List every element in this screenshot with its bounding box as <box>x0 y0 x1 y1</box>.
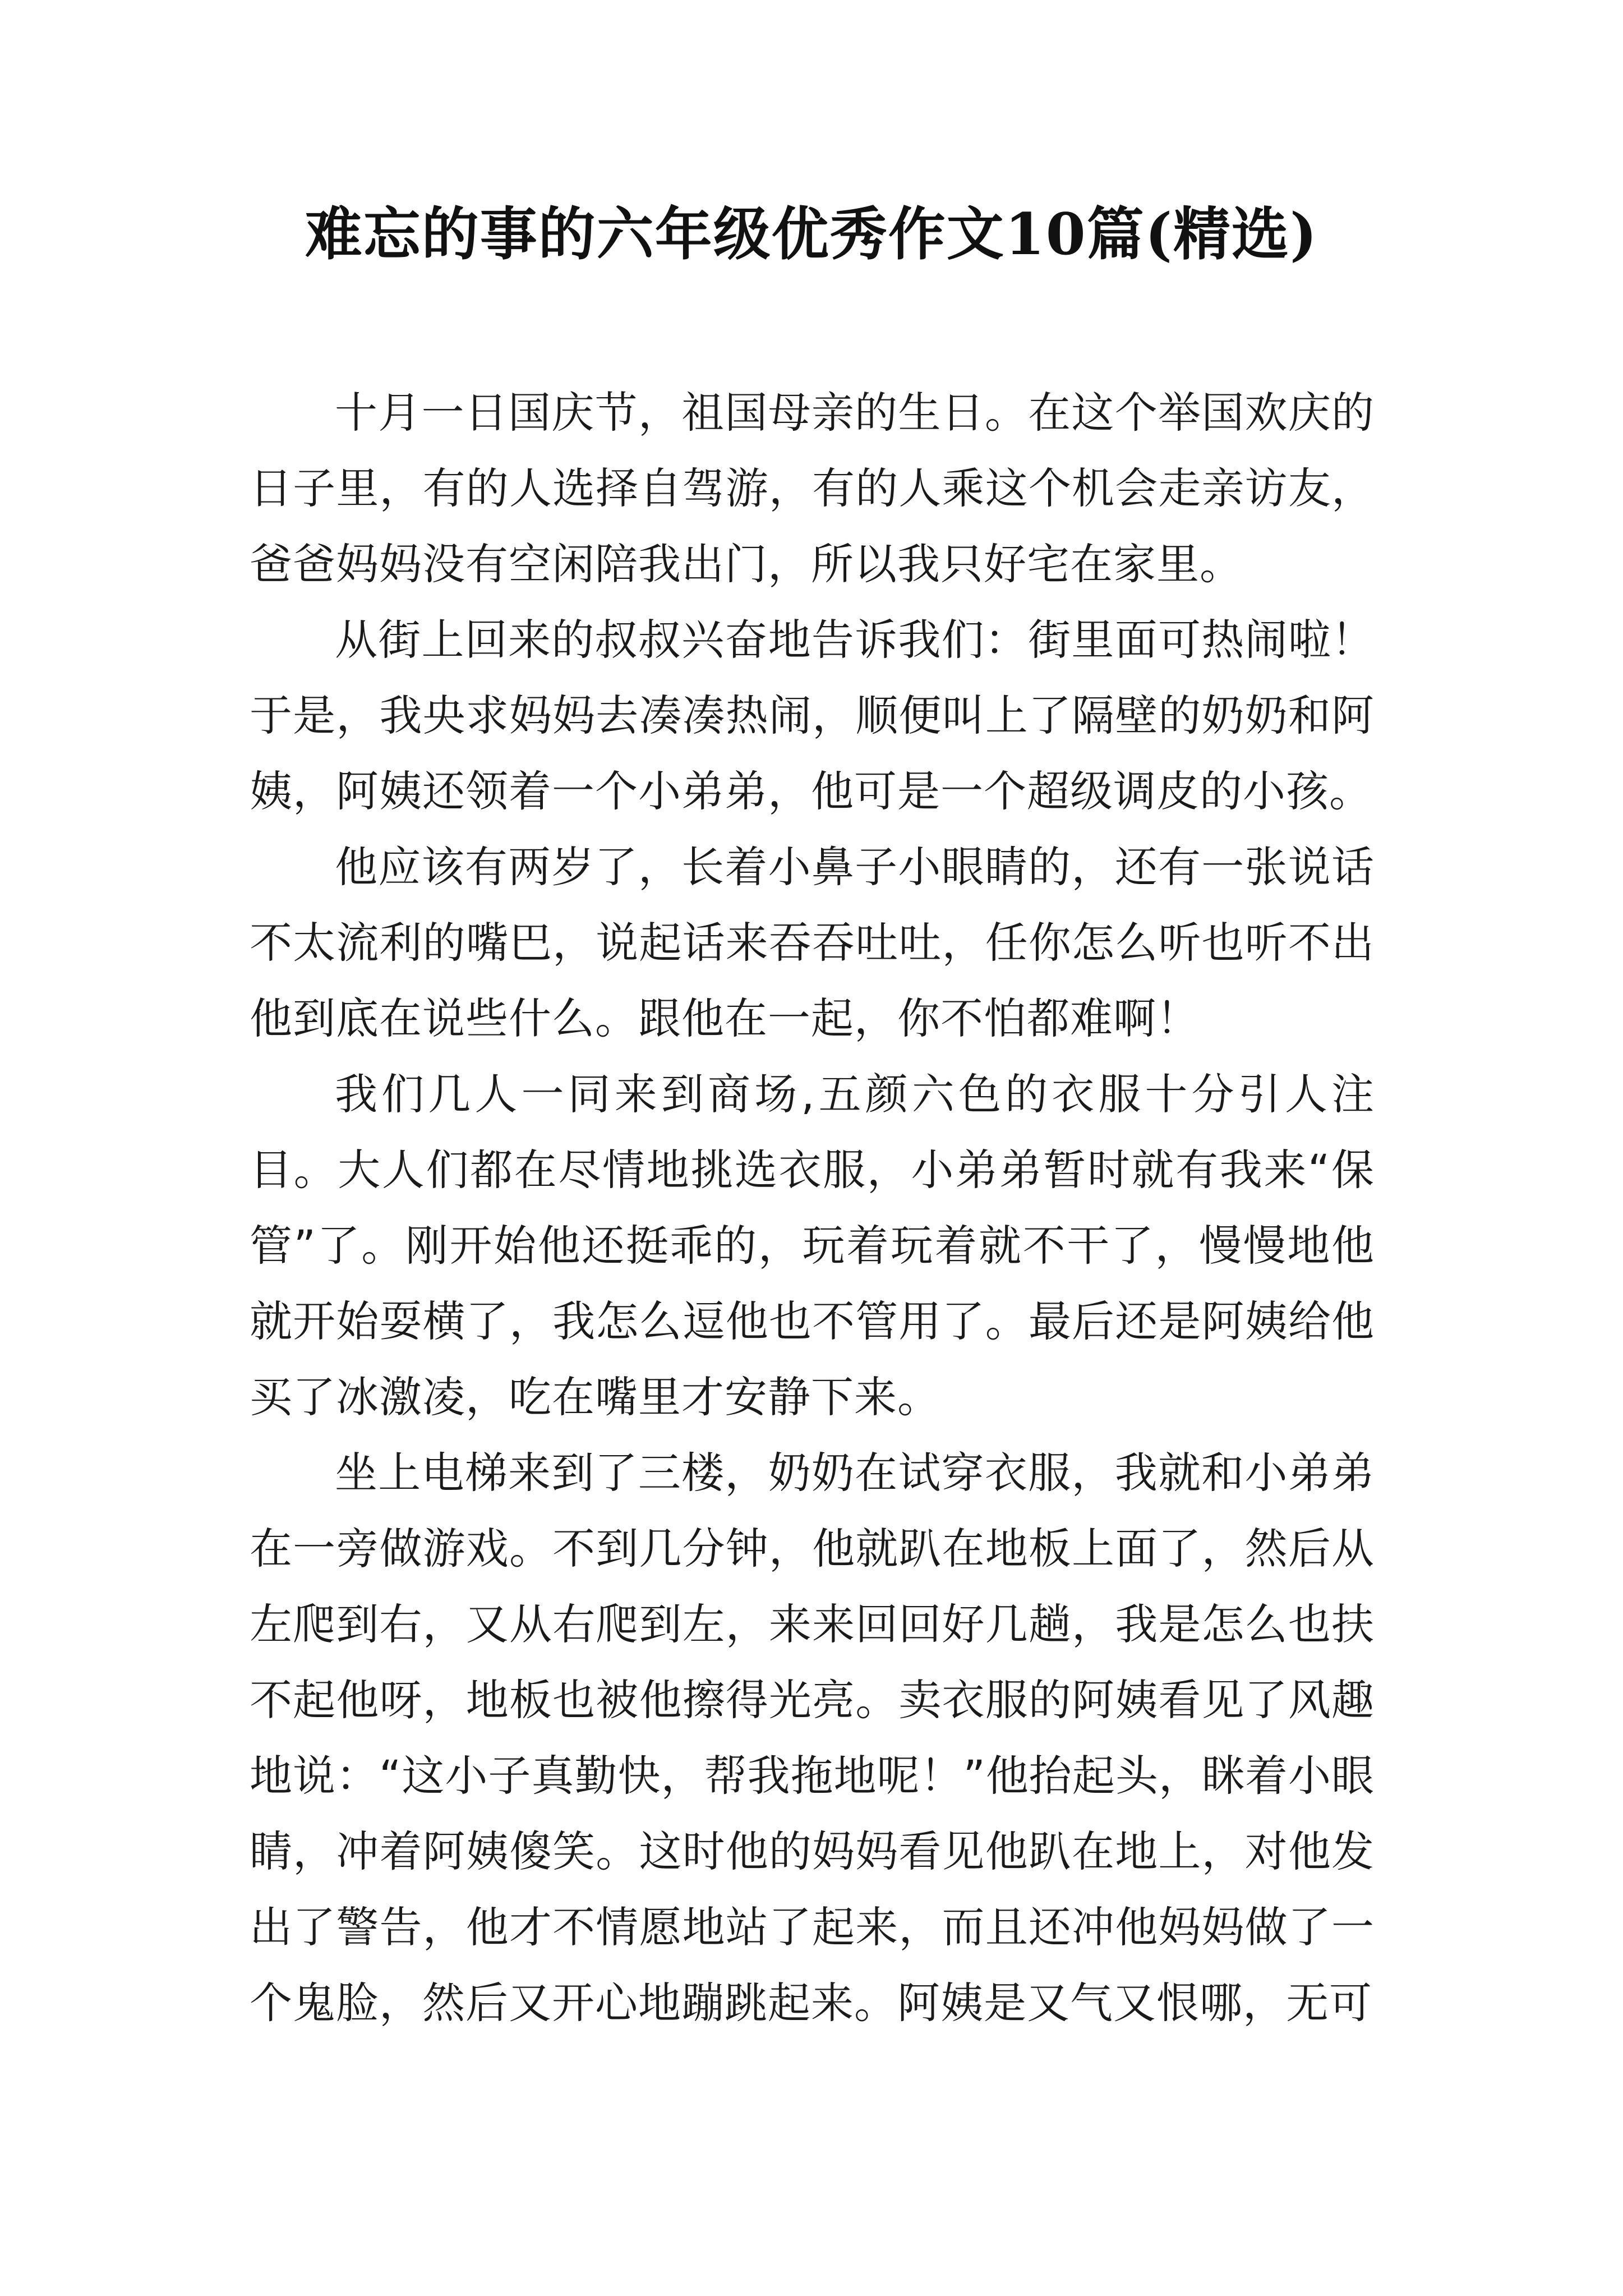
document-title: 难忘的事的六年级优秀作文10篇(精选) <box>305 201 1318 268</box>
document-body <box>250 375 1375 2041</box>
paragraph: 我们几人一同来到商场,五颜六色的衣服十分引人注目。大人们都在尽情地挑选衣服，小弟弟暂时就有我来“保管”了。刚开始他还挺乖的，玩着玩着就不干了，慢慢地他就开始耍横了，我怎么逗他也不管用了。最后还是阿姨给他买了冰激凌，吃在嘴里才安静下来。 <box>250 1069 1375 1422</box>
paragraph: 从街上回来的叔叔兴奋地告诉我们：街里面可热闹啦！于是，我央求妈妈去凑凑热闹，顺便叫上了隔壁的奶奶和阿姨，阿姨还领着一个小弟弟，他可是一个超级调皮的小孩。 <box>250 615 1375 816</box>
paragraph: 他应该有两岁了，长着小鼻子小眼睛的，还有一张说话不太流利的嘴巴，说起话来吞吞吐吐，任你怎么听也听不出他到底在说些什么。跟他在一起，你不怕都难啊！ <box>250 842 1375 1043</box>
paragraph: 坐上电梯来到了三楼，奶奶在试穿衣服，我就和小弟弟在一旁做游戏。不到几分钟，他就趴在地板上面了，然后从左爬到右，又从右爬到左，来来回回好几趟，我是怎么也扶不起他呀，地板也被他擦得光亮。卖衣服的阿姨看见了风趣地说：“这小子真勤快，帮我拖地呢！”他抬起头，眯着小眼睛，冲着阿姨傻笑。这时他的妈妈看见他趴在地上，对他发出了警告，他才不情愿地站了起来，而且还冲他妈妈做了一个鬼脸，然后又开心地蹦跳起来。阿姨是又气又恨哪，无可 <box>250 1448 1375 2028</box>
paragraph: 十月一日国庆节，祖国母亲的生日。在这个举国欢庆的日子里，有的人选择自驾游，有的人乘这个机会走亲访友，爸爸妈妈没有空闲陪我出门，所以我只好宅在家里。 <box>250 388 1375 589</box>
